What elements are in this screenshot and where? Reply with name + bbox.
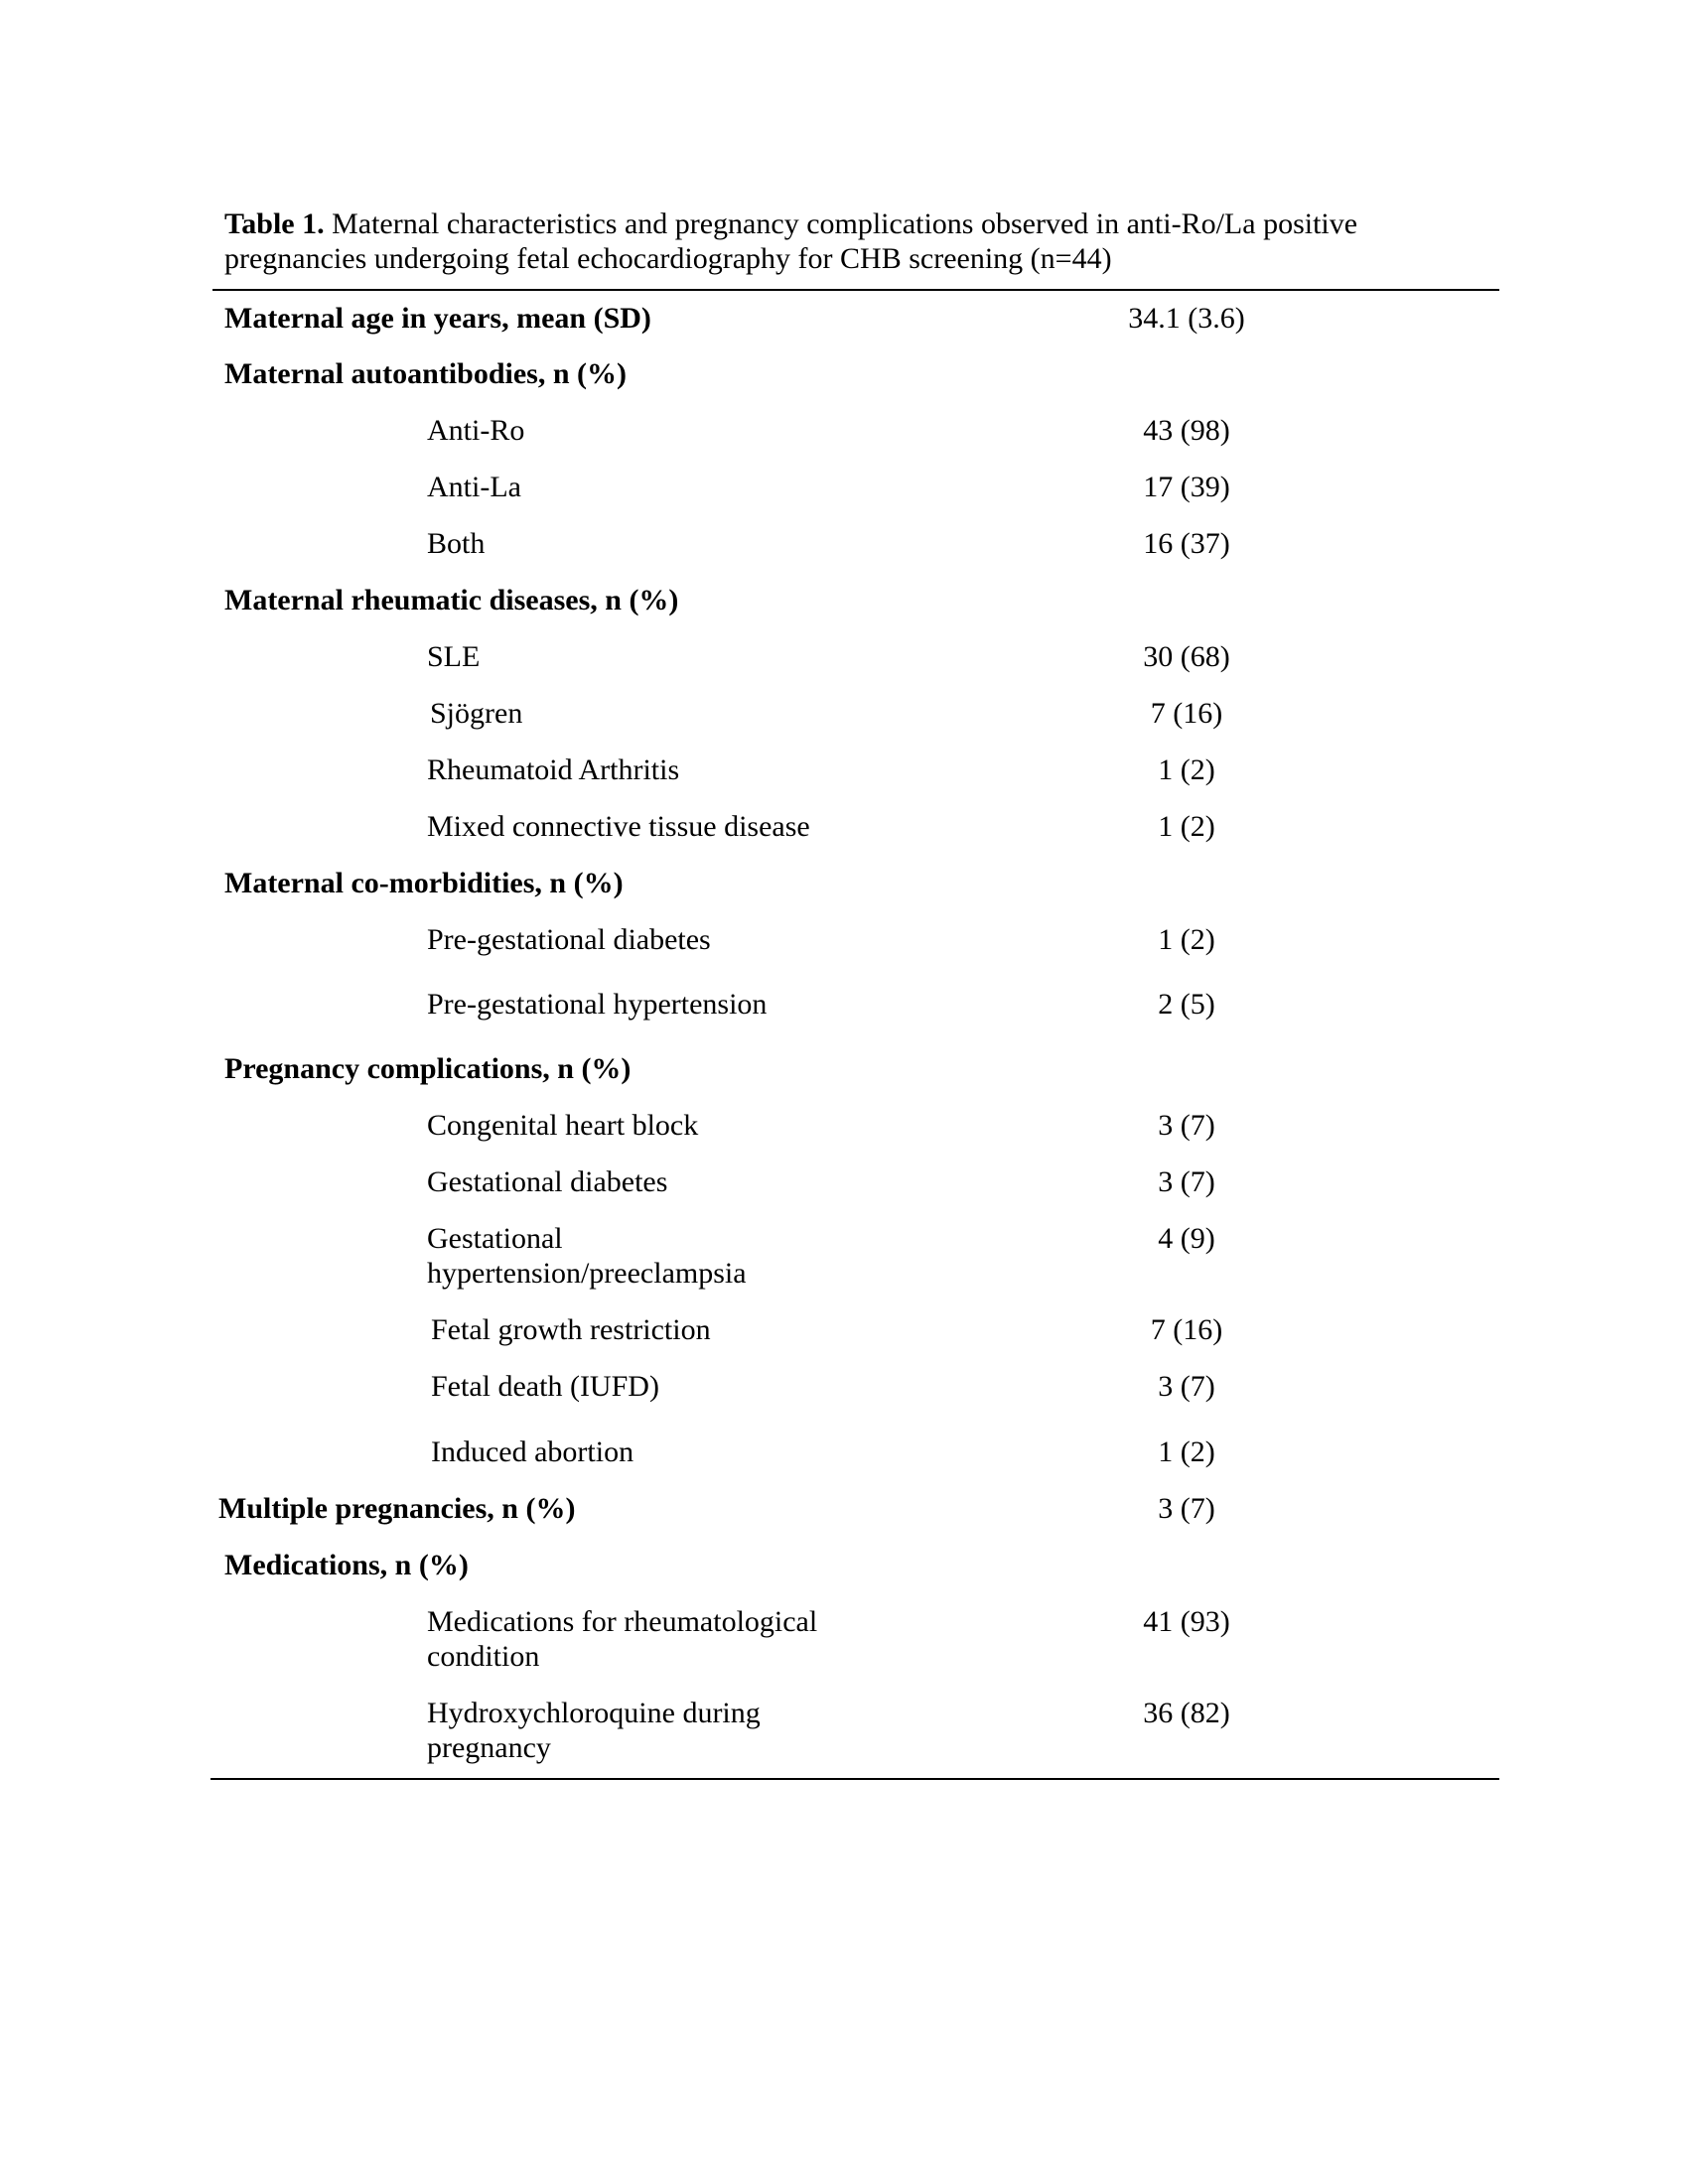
row-label-mctd: Mixed connective tissue disease <box>427 810 810 843</box>
row-value-congenital-heart-block: 3 (7) <box>1158 1109 1215 1142</box>
row-label-pregestational-diabetes: Pre-gestational diabetes <box>427 923 711 956</box>
row-value-gestational-hypertension: 4 (9) <box>1158 1222 1215 1255</box>
row-value-anti-la: 17 (39) <box>1143 471 1230 503</box>
row-value-mctd: 1 (2) <box>1158 810 1215 843</box>
table-top-rule <box>212 289 1499 291</box>
row-value-hydroxychloroquine: 36 (82) <box>1143 1697 1230 1729</box>
section-heading-autoantibodies: Maternal autoantibodies, n (%) <box>224 357 627 390</box>
section-heading-pregnancy-complications: Pregnancy complications, n (%) <box>224 1052 632 1085</box>
section-heading-comorbidities: Maternal co-morbidities, n (%) <box>224 867 624 899</box>
row-label-hydroxychloroquine: Hydroxychloroquine during pregnancy <box>427 1697 761 1764</box>
row-label-gestational-diabetes: Gestational diabetes <box>427 1165 668 1198</box>
row-value-rheumatoid-arthritis: 1 (2) <box>1158 753 1215 786</box>
row-value-sle: 30 (68) <box>1143 640 1230 673</box>
row-value-gestational-diabetes: 3 (7) <box>1158 1165 1215 1198</box>
row-value-fetal-growth-restriction: 7 (16) <box>1150 1313 1223 1346</box>
row-label-rheumatological-medications: Medications for rheumatological condition <box>427 1605 818 1673</box>
row-value-multiple-pregnancies: 3 (7) <box>1158 1492 1215 1525</box>
row-value-anti-ro: 43 (98) <box>1143 414 1230 447</box>
row-value-fetal-death: 3 (7) <box>1158 1370 1215 1403</box>
table-caption <box>224 206 1476 276</box>
row-value-rheumatological-medications: 41 (93) <box>1143 1605 1230 1638</box>
row-label-sle: SLE <box>427 640 481 673</box>
row-value-sjogren: 7 (16) <box>1150 697 1223 730</box>
table-caption-label: Table 1. <box>224 207 325 240</box>
table-bottom-rule <box>211 1778 1499 1780</box>
row-label-congenital-heart-block: Congenital heart block <box>427 1109 699 1142</box>
row-label-rheumatoid-arthritis: Rheumatoid Arthritis <box>427 753 680 786</box>
row-label-pregestational-hypertension: Pre-gestational hypertension <box>427 988 768 1021</box>
row-label-anti-ro: Anti-Ro <box>427 414 525 447</box>
section-heading-medications: Medications, n (%) <box>224 1549 469 1581</box>
row-value-both: 16 (37) <box>1143 527 1230 560</box>
row-label-both: Both <box>427 527 486 560</box>
row-value-maternal-age: 34.1 (3.6) <box>1128 302 1245 335</box>
row-label-multiple-pregnancies: Multiple pregnancies, n (%) <box>218 1492 576 1525</box>
row-label-maternal-age: Maternal age in years, mean (SD) <box>224 302 651 335</box>
row-label-fetal-death: Fetal death (IUFD) <box>431 1370 659 1403</box>
row-label-induced-abortion: Induced abortion <box>431 1435 634 1468</box>
row-label-sjogren: Sjögren <box>430 697 523 730</box>
row-label-gestational-hypertension: Gestational hypertension/preeclampsia <box>427 1222 747 1290</box>
row-value-induced-abortion: 1 (2) <box>1158 1435 1215 1468</box>
row-label-fetal-growth-restriction: Fetal growth restriction <box>431 1313 711 1346</box>
section-heading-rheumatic-diseases: Maternal rheumatic diseases, n (%) <box>224 584 679 616</box>
row-label-anti-la: Anti-La <box>427 471 521 503</box>
row-value-pregestational-diabetes: 1 (2) <box>1158 923 1215 956</box>
table-caption-text: Maternal characteristics and pregnancy complications observed in anti-Ro/La positive pregnancies undergoing fetal echocardiography for CHB screening (n=44) <box>224 207 1358 275</box>
row-value-pregestational-hypertension: 2 (5) <box>1158 988 1215 1021</box>
